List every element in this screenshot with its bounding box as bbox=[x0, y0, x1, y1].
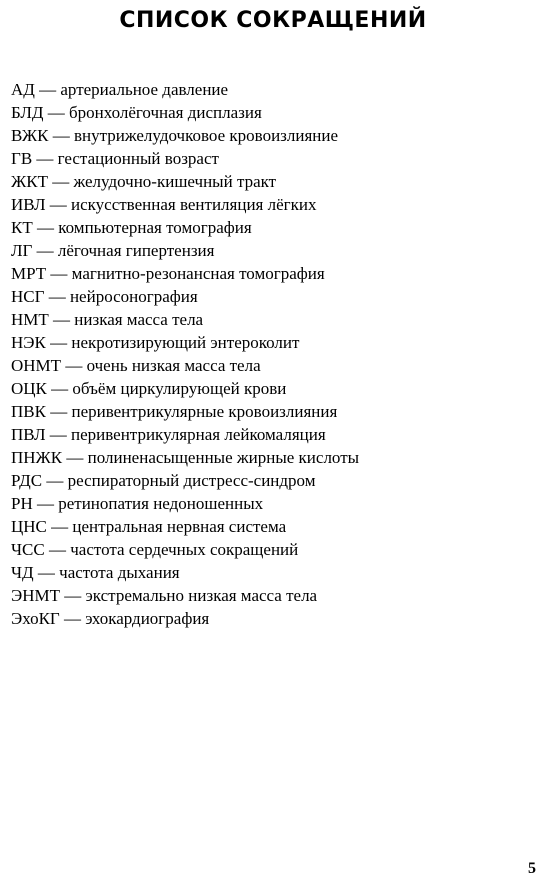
abbreviation-item bbox=[11, 308, 359, 331]
abbreviation-term: ЧСС bbox=[11, 540, 45, 559]
abbreviation-item bbox=[11, 78, 359, 101]
abbreviation-definition: внутрижелудочковое кровоизлияние bbox=[74, 126, 339, 145]
abbreviation-term: НМТ bbox=[11, 310, 49, 329]
abbreviation-term: ЖКТ bbox=[11, 172, 48, 191]
abbreviation-term: КТ bbox=[11, 218, 33, 237]
abbreviation-term: НЭК bbox=[11, 333, 46, 352]
abbreviation-definition: респираторный дистресс-синдром bbox=[67, 471, 316, 490]
abbreviation-item bbox=[11, 492, 359, 515]
page-title: СПИСОК СОКРАЩЕНИЙ bbox=[119, 8, 427, 33]
abbreviation-item bbox=[11, 354, 359, 377]
abbreviation-definition: гестационный возраст bbox=[57, 149, 219, 168]
abbreviation-definition: некротизирующий энтероколит bbox=[71, 333, 300, 352]
abbreviation-item bbox=[11, 400, 359, 423]
abbreviation-definition: объём циркулирующей крови bbox=[72, 379, 287, 398]
abbreviation-definition: желудочно-кишечный тракт bbox=[73, 172, 277, 191]
abbreviation-term: ОНМТ bbox=[11, 356, 62, 375]
abbreviation-separator: — bbox=[32, 218, 59, 237]
abbreviation-term: РН bbox=[11, 494, 33, 513]
abbreviation-item bbox=[11, 147, 359, 170]
abbreviation-item bbox=[11, 538, 359, 561]
abbreviation-item bbox=[11, 170, 359, 193]
abbreviation-term: ГВ bbox=[11, 149, 33, 168]
abbreviation-item bbox=[11, 216, 359, 239]
abbreviation-definition: искусственная вентиляция лёгких bbox=[71, 195, 317, 214]
abbreviation-separator: — bbox=[33, 563, 60, 582]
abbreviation-definition: перивентрикулярная лейкомаляция bbox=[71, 425, 326, 444]
abbreviation-item bbox=[11, 331, 359, 354]
abbreviation-definition: частота дыхания bbox=[59, 563, 180, 582]
abbreviation-definition: перивентрикулярные кровоизлияния bbox=[71, 402, 338, 421]
abbreviation-definition: низкая масса тела bbox=[74, 310, 204, 329]
abbreviation-definition: магнитно-резонансная томография bbox=[71, 264, 325, 283]
abbreviation-separator: — bbox=[62, 448, 88, 467]
abbreviation-separator: — bbox=[32, 494, 59, 513]
abbreviation-definition: бронхолёгочная дисплазия bbox=[68, 103, 262, 122]
abbreviation-definition: артериальное давление bbox=[60, 80, 229, 99]
abbreviation-separator: — bbox=[48, 310, 75, 329]
abbreviation-item bbox=[11, 561, 359, 584]
abbreviation-separator: — bbox=[59, 609, 86, 628]
abbreviation-separator: — bbox=[48, 126, 74, 145]
abbreviation-separator: — bbox=[61, 356, 87, 375]
abbreviation-item bbox=[11, 607, 359, 630]
abbreviation-separator: — bbox=[60, 586, 86, 605]
abbreviation-item bbox=[11, 377, 359, 400]
abbreviation-term: ЦНС bbox=[11, 517, 47, 536]
abbreviation-separator: — bbox=[44, 287, 70, 306]
abbreviation-term: МРТ bbox=[11, 264, 47, 283]
abbreviation-list bbox=[11, 78, 359, 630]
abbreviation-definition: нейросонография bbox=[69, 287, 198, 306]
abbreviation-separator: — bbox=[47, 172, 74, 191]
abbreviation-term: ЛГ bbox=[11, 241, 33, 260]
abbreviation-term: НСГ bbox=[11, 287, 45, 306]
abbreviation-item bbox=[11, 262, 359, 285]
abbreviation-item bbox=[11, 423, 359, 446]
abbreviation-term: ПВЛ bbox=[11, 425, 46, 444]
abbreviation-separator: — bbox=[45, 333, 72, 352]
abbreviation-term: ОЦК bbox=[11, 379, 47, 398]
abbreviation-term: РДС bbox=[11, 471, 43, 490]
abbreviation-item bbox=[11, 193, 359, 216]
abbreviation-term: АД bbox=[11, 80, 35, 99]
abbreviation-item bbox=[11, 515, 359, 538]
abbreviation-separator: — bbox=[45, 402, 72, 421]
abbreviation-term: ЭхоКГ bbox=[11, 609, 60, 628]
abbreviation-separator: — bbox=[32, 149, 58, 168]
abbreviation-item bbox=[11, 446, 359, 469]
abbreviation-term: ПВК bbox=[11, 402, 46, 421]
abbreviation-separator: — bbox=[46, 517, 73, 536]
abbreviation-definition: эхокардиография bbox=[85, 609, 210, 628]
abbreviation-separator: — bbox=[43, 103, 69, 122]
abbreviation-term: ПНЖК bbox=[11, 448, 63, 467]
abbreviation-separator: — bbox=[46, 264, 72, 283]
abbreviation-definition: полиненасыщенные жирные кислоты bbox=[87, 448, 360, 467]
abbreviation-term: ВЖК bbox=[11, 126, 49, 145]
abbreviation-item bbox=[11, 101, 359, 124]
abbreviation-separator: — bbox=[32, 241, 58, 260]
abbreviation-separator: — bbox=[34, 80, 61, 99]
abbreviation-definition: очень низкая масса тела bbox=[86, 356, 261, 375]
abbreviation-term: БЛД bbox=[11, 103, 44, 122]
abbreviation-separator: — bbox=[45, 425, 71, 444]
abbreviation-separator: — bbox=[46, 379, 73, 398]
abbreviation-definition: частота сердечных сокращений bbox=[70, 540, 299, 559]
abbreviation-separator: — bbox=[44, 540, 71, 559]
page-number: 5 bbox=[528, 860, 536, 877]
abbreviation-separator: — bbox=[42, 471, 68, 490]
abbreviation-definition: ретинопатия недоношенных bbox=[58, 494, 264, 513]
abbreviation-item bbox=[11, 584, 359, 607]
abbreviation-definition: центральная нервная система bbox=[72, 517, 287, 536]
abbreviation-item bbox=[11, 124, 359, 147]
abbreviation-item bbox=[11, 239, 359, 262]
abbreviation-definition: экстремально низкая масса тела bbox=[85, 586, 318, 605]
abbreviation-item bbox=[11, 285, 359, 308]
abbreviation-term: ЭНМТ bbox=[11, 586, 60, 605]
abbreviation-item bbox=[11, 469, 359, 492]
abbreviation-term: ЧД bbox=[11, 563, 34, 582]
abbreviation-term: ИВЛ bbox=[11, 195, 46, 214]
abbreviation-definition: компьютерная томография bbox=[58, 218, 252, 237]
abbreviation-definition: лёгочная гипертензия bbox=[57, 241, 215, 260]
abbreviation-separator: — bbox=[45, 195, 71, 214]
